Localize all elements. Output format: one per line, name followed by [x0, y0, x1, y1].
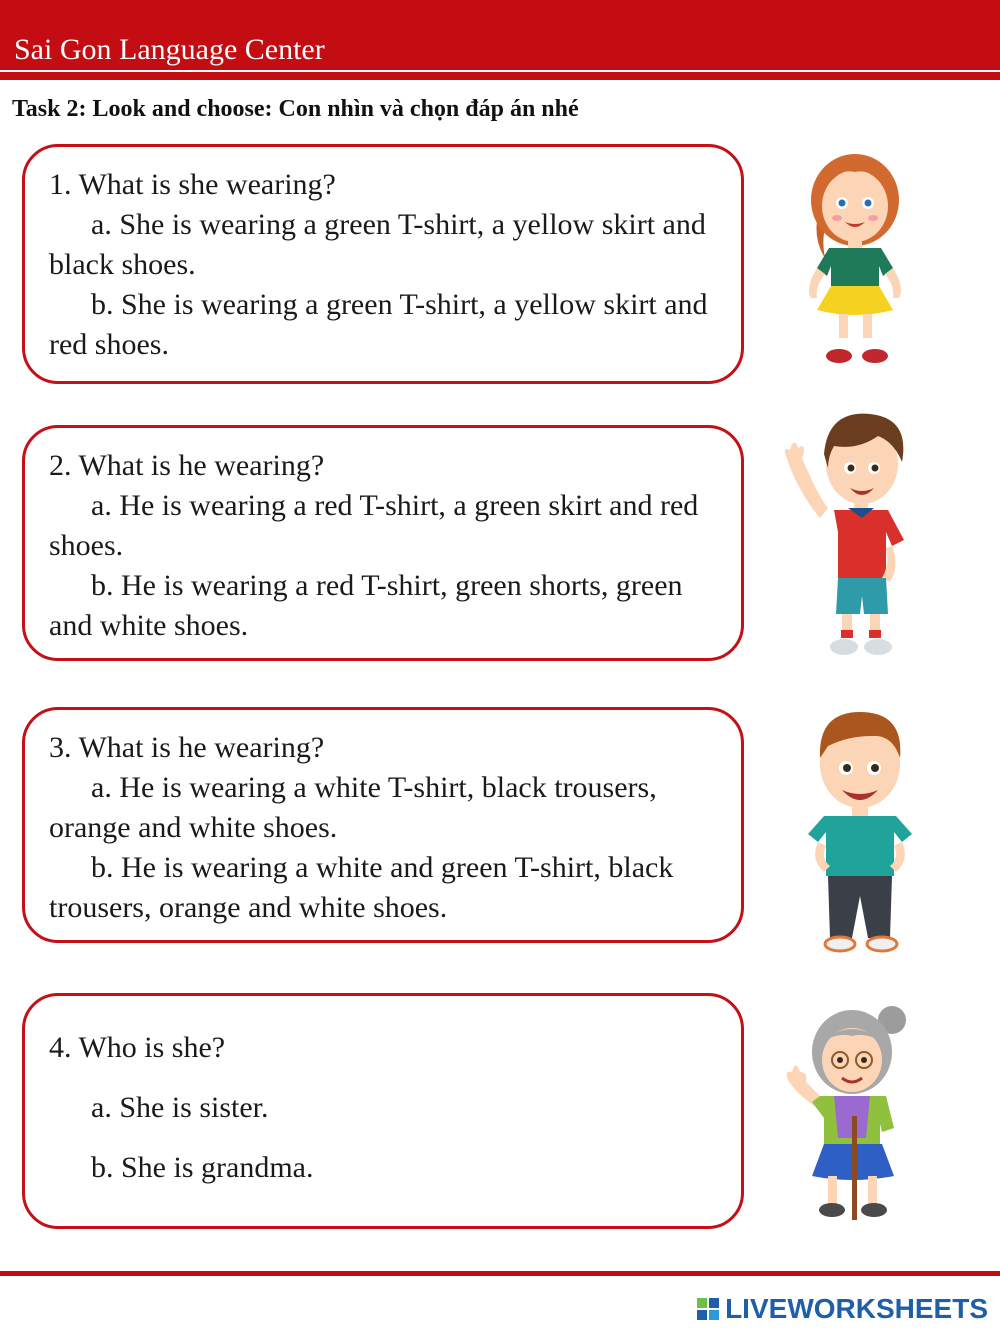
question-card-3: [22, 707, 744, 943]
question-1-text: 1. What is she wearing?: [49, 168, 336, 201]
header-title: Sai Gon Language Center: [14, 33, 325, 66]
question-3-option-b[interactable]: b. He is wearing a white and green T-shirt, black trousers, orange and white shoes.: [49, 851, 674, 924]
question-2-option-a[interactable]: a. He is wearing a red T-shirt, a green skirt and red shoes.: [49, 489, 699, 562]
grandma-icon: [782, 998, 917, 1223]
liveworksheets-mark-icon: [696, 1296, 722, 1322]
question-1-option-b[interactable]: b. She is wearing a green T-shirt, a yellow skirt and red shoes.: [49, 288, 708, 361]
question-card-1: [22, 144, 744, 384]
question-4-option-b[interactable]: b. She is grandma.: [91, 1151, 314, 1184]
question-3-option-a[interactable]: a. He is wearing a white T-shirt, black trousers, orange and white shoes.: [49, 771, 657, 844]
task-title: Task 2: Look and choose: Con nhìn và chọn đáp án nhé: [12, 96, 579, 122]
question-2-text: 2. What is he wearing?: [49, 449, 325, 482]
question-4-option-a[interactable]: a. She is sister.: [91, 1091, 269, 1124]
question-card-4: [22, 993, 744, 1229]
waving-boy-icon: [778, 406, 918, 661]
boy-icon: [802, 706, 922, 956]
question-4-text: 4. Who is she?: [49, 1031, 226, 1064]
brand-text: LIVEWORKSHEETS: [725, 1293, 988, 1324]
liveworksheets-logo: [696, 1293, 988, 1325]
question-3-text: 3. What is he wearing?: [49, 731, 325, 764]
question-card-2: [22, 425, 744, 661]
header-divider: [0, 70, 1000, 72]
girl-icon: [795, 138, 935, 373]
question-2-option-b[interactable]: b. He is wearing a red T-shirt, green shorts, green and white shoes.: [49, 569, 683, 642]
footer-divider: [0, 1271, 1000, 1276]
question-1-option-a[interactable]: a. She is wearing a green T-shirt, a yellow skirt and black shoes.: [49, 208, 706, 281]
